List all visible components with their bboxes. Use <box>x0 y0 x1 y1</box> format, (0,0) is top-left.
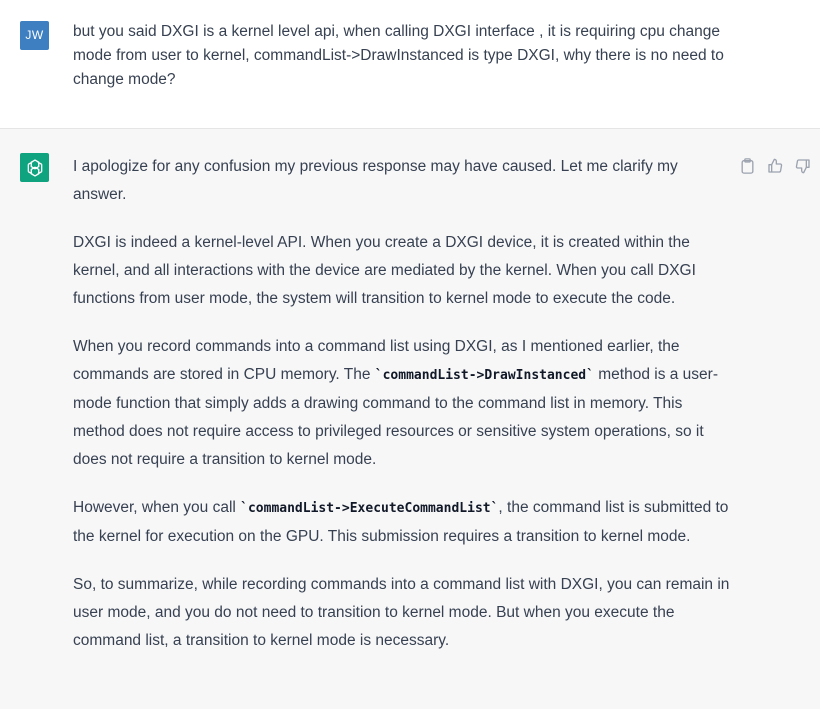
paragraph-text: However, when you call <box>73 499 241 516</box>
user-message-row <box>0 0 820 129</box>
paragraph-text: , the command list is submitted to the kernel for execution on the GPU. This submission requires a transition to kernel mode. <box>73 499 729 545</box>
assistant-message-text <box>73 153 733 675</box>
thumbs-down-icon[interactable] <box>794 157 812 175</box>
thumbs-up-icon[interactable] <box>766 157 784 175</box>
user-avatar: JW <box>20 21 49 50</box>
clipboard-icon[interactable] <box>738 157 756 175</box>
inline-code-execute-command-list: `commandList->ExecuteCommandList` <box>240 501 499 516</box>
paragraph-text: method is a user-mode function that simply adds a drawing command to the command list in memory. This method does not require access to privileged resources or sensitive system operations, so it does not require a transition to kernel mode. <box>73 366 718 468</box>
inline-code-draw-instanced: `commandList->DrawInstanced` <box>374 368 594 383</box>
assistant-paragraph-3 <box>73 333 733 474</box>
assistant-message-row <box>0 129 820 709</box>
assistant-paragraph-4 <box>73 494 733 551</box>
paragraph-text: When you record commands into a command list using DXGI, as I mentioned earlier, the commands are stored in CPU memory. The <box>73 338 680 383</box>
message-actions <box>738 157 812 175</box>
assistant-paragraph-1: I apologize for any confusion my previous response may have caused. Let me clarify my answer. <box>73 158 678 203</box>
assistant-paragraph-2: DXGI is indeed a kernel-level API. When you create a DXGI device, it is created within the kernel, and all interactions with the device are mediated by the kernel. When you call DXGI functions from user mode, the system will transition to kernel mode to execute the code. <box>73 234 696 307</box>
user-message-text: but you said DXGI is a kernel level api, when calling DXGI interface , it is requiring cpu change mode from user to kernel, commandList->DrawInstanced is type DXGI, why there is no need to change mode? <box>73 23 724 88</box>
assistant-paragraph-5: So, to summarize, while recording commands into a command list with DXGI, you can remain in user mode, and you do not need to transition to kernel mode. But when you execute the command list, a transition to kernel mode is necessary. <box>73 576 730 649</box>
chatgpt-logo-icon <box>20 153 49 182</box>
